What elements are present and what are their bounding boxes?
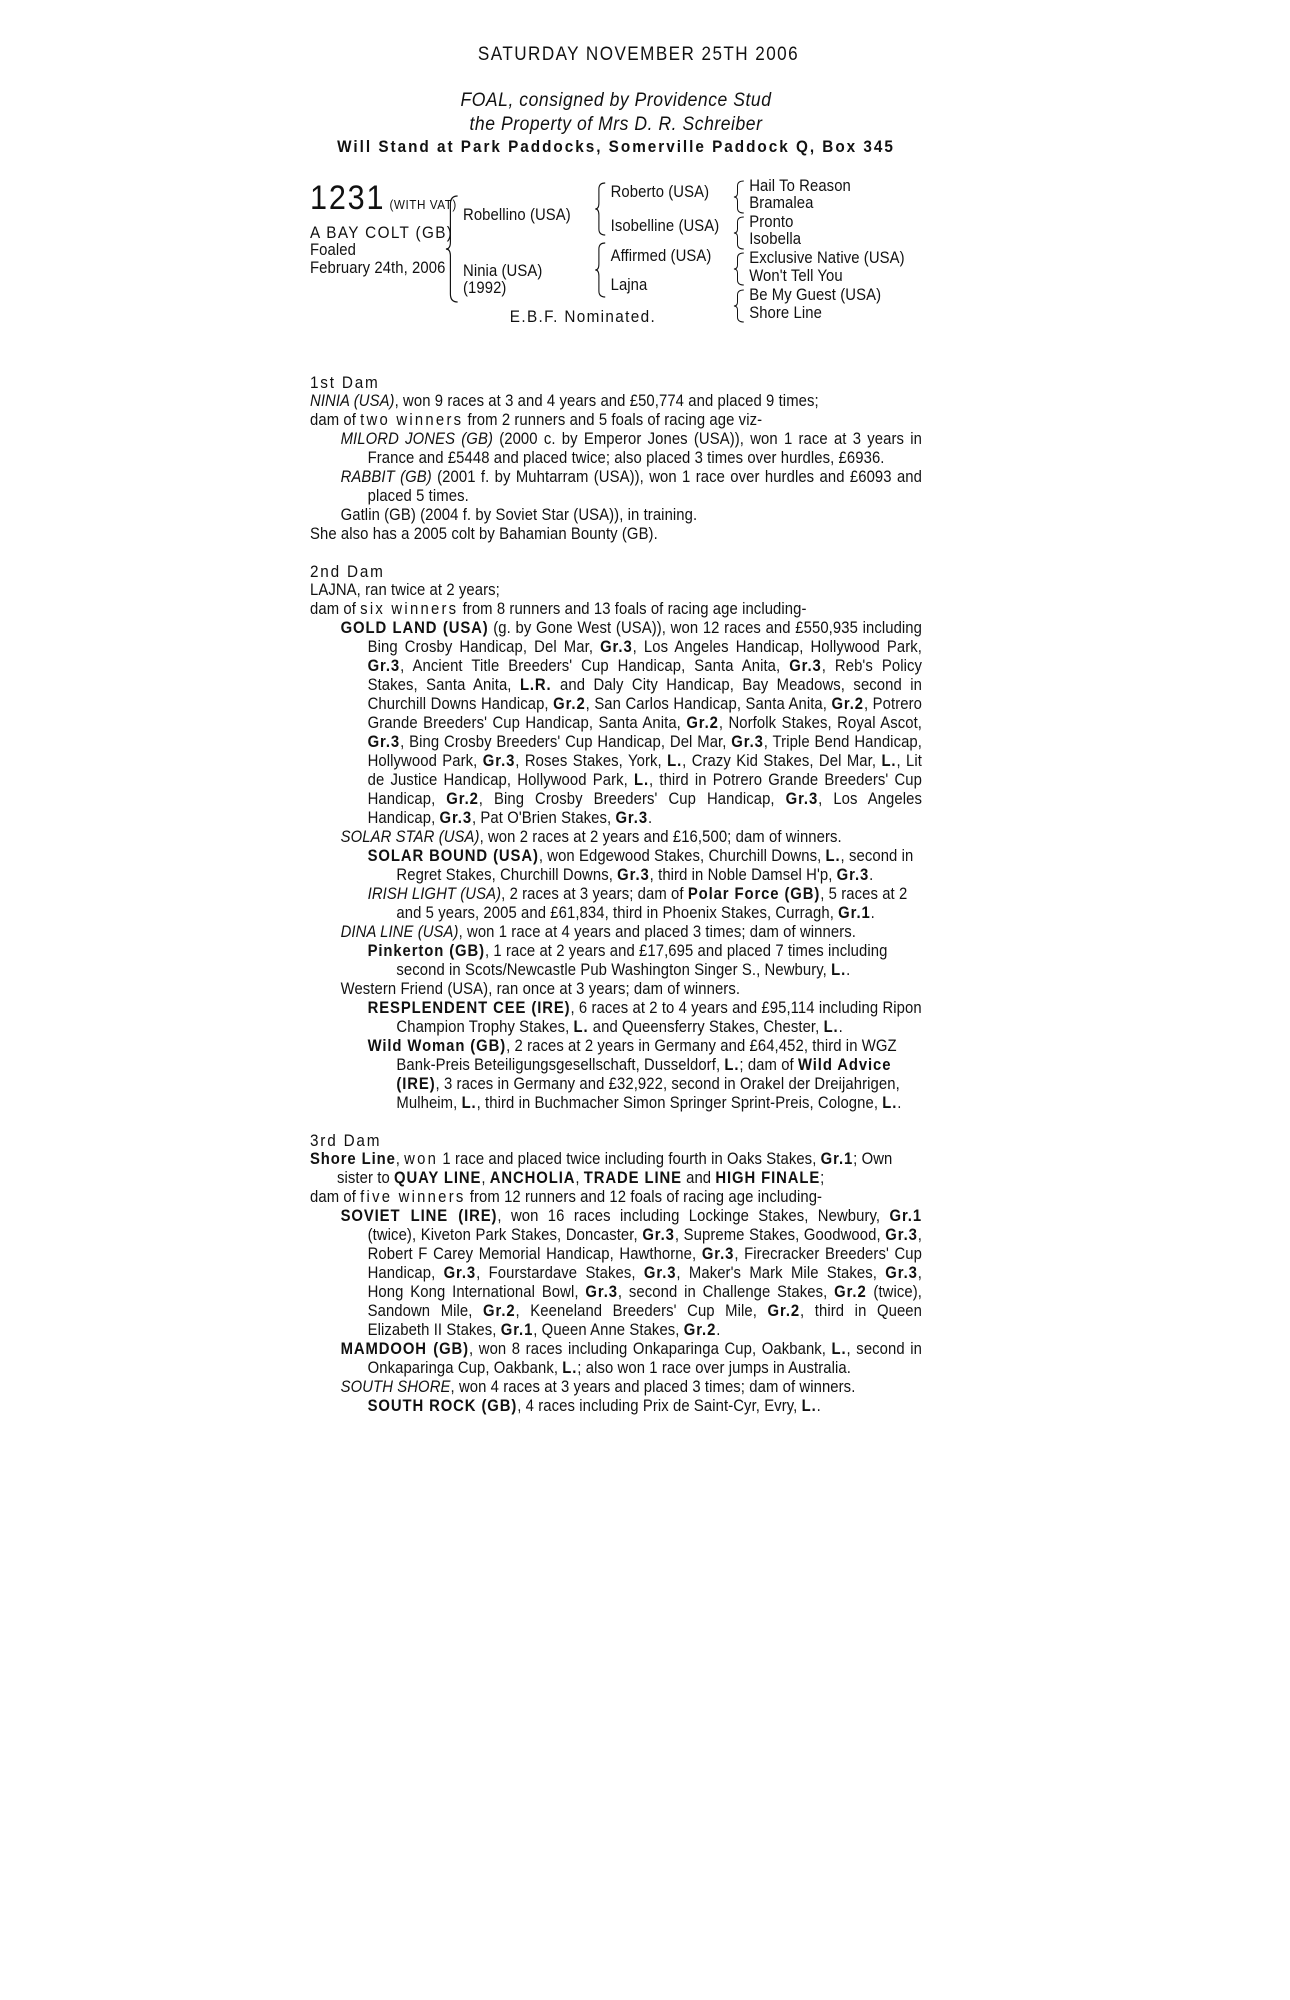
sire-dam-sire: Pronto <box>749 213 794 231</box>
ds-brace <box>733 251 746 287</box>
produce-solar-bound: SOLAR BOUND (USA), won Edgewood Stakes, Churchill Downs, L., second in Regret Stakes, Churchill Downs, Gr.3, third in Noble Damsel H'p, Gr.3. <box>367 847 914 884</box>
second-dam-record: LAJNA, ran twice at 2 years; <box>310 581 500 599</box>
sire-dam: Isobelline (USA) <box>610 217 720 235</box>
produce-wild-woman: Wild Woman (GB), 2 races at 2 years in Germany and £64,452, third in WGZ Bank-Preis Beteiligungsgesellschaft, Dusseldorf, L.; dam of Wild Advice (IRE), 3 races in Germany and £32,922, second in Orakel der Dreijahrigen, Mulheim, L., third in Buchmacher Simon Springer Sprint-Preis, Cologne, L.. <box>367 1037 902 1112</box>
lot-number-row <box>310 181 457 215</box>
produce-soviet-line: SOVIET LINE (IRE), won 16 races including Lockinge Stakes, Newbury, Gr.1 (twice), Kiveton Park Stakes, Doncaster, Gr.3, Supreme Stakes, Goodwood, Gr.3, Robert F Carey Memorial Handicap, Hawthorne, Gr.3, Firecracker Breeders' Cup Handicap, Gr.3, Fourstardave Stakes, Gr.3, Maker's Mark Mile Stakes, Gr.3, Hong Kong International Bowl, Gr.3, second in Challenge Stakes, Gr.2 (twice), Sandown Mile, Gr.2, Keeneland Breeders' Cup Mile, Gr.2, third in Queen Elizabeth II Stakes, Gr.1, Queen Anne Stakes, Gr.2. <box>340 1207 923 1339</box>
sd-brace <box>733 215 746 251</box>
second-dam-produce-summary: dam of six winners from 8 runners and 13 foals of racing age including- <box>310 600 807 618</box>
lot-description: A BAY COLT (GB) <box>310 223 454 242</box>
dam-dam-sire: Be My Guest (USA) <box>749 286 882 304</box>
first-dam-produce-summary: dam of two winners from 2 runners and 5 foals of racing age viz- <box>310 411 763 429</box>
property-line: the Property of Mrs D. R. Schreiber <box>469 113 763 135</box>
first-dam-heading: 1st Dam <box>310 373 380 392</box>
second-dam-heading: 2nd Dam <box>310 562 385 581</box>
dam-dam: Lajna <box>610 276 648 294</box>
ebf-nominated: E.B.F. Nominated. <box>509 307 657 326</box>
foaled-date: February 24th, 2006 <box>310 259 446 277</box>
first-dam-section <box>310 373 922 544</box>
dam-brace <box>594 241 607 299</box>
sire-dam-dam: Isobella <box>749 230 802 248</box>
dam: Ninia (USA) <box>463 262 543 280</box>
pedigree-table <box>310 179 922 355</box>
ss-brace <box>733 179 746 215</box>
sire: Robellino (USA) <box>463 206 571 224</box>
sire-sire: Roberto (USA) <box>610 183 710 201</box>
produce-gatlin: Gatlin (GB) (2004 f. by Soviet Star (USA)), in training. <box>340 506 698 524</box>
produce-gold-land: GOLD LAND (USA) (g. by Gone West (USA)), won 12 races and £550,935 including Bing Crosby Handicap, Del Mar, Gr.3, Los Angeles Handicap, Hollywood Park, Gr.3, Ancient Title Breeders' Cup Handicap, Santa Anita, Gr.3, Reb's Policy Stakes, Santa Anita, L.R. and Daly City Handicap, Bay Meadows, second in Churchill Downs Handicap, Gr.2, San Carlos Handicap, Santa Anita, Gr.2, Potrero Grande Breeders' Cup Handicap, Santa Anita, Gr.2, Norfolk Stakes, Royal Ascot, Gr.3, Bing Crosby Breeders' Cup Handicap, Del Mar, Gr.3, Triple Bend Handicap, Hollywood Park, Gr.3, Roses Stakes, York, L., Crazy Kid Stakes, Del Mar, L., Lit de Justice Handicap, Hollywood Park, L., third in Potrero Grande Breeders' Cup Handicap, Gr.2, Bing Crosby Breeders' Cup Handicap, Gr.3, Los Angeles Handicap, Gr.3, Pat O'Brien Stakes, Gr.3. <box>340 619 923 827</box>
dam-sire: Affirmed (USA) <box>610 247 712 265</box>
produce-pinkerton: Pinkerton (GB), 1 race at 2 years and £17,695 and placed 7 times including second in Scots/Newcastle Pub Washington Singer S., Newbury, L.. <box>367 942 888 979</box>
dd-brace <box>733 288 746 324</box>
pedigree-brace <box>445 194 459 304</box>
first-dam-record: NINIA (USA), won 9 races at 3 and 4 years and £50,774 and placed 9 times; <box>310 392 819 410</box>
produce-dina-line: DINA LINE (USA), won 1 race at 4 years and placed 3 times; dam of winners. <box>340 923 856 941</box>
dam-dam-dam: Shore Line <box>749 304 822 322</box>
consignor-line: FOAL, consigned by Providence Stud <box>460 89 772 111</box>
produce-solar-star: SOLAR STAR (USA), won 2 races at 2 years and £16,500; dam of winners. <box>340 828 842 846</box>
produce-western-friend: Western Friend (USA), ran once at 3 years; dam of winners. <box>340 980 741 998</box>
foaled-label: Foaled <box>310 241 356 259</box>
produce-south-rock: SOUTH ROCK (GB), 4 races including Prix de Saint-Cyr, Evry, L.. <box>367 1397 821 1415</box>
sire-brace <box>594 181 607 237</box>
sire-sire-sire: Hail To Reason <box>749 177 851 195</box>
third-dam-record: Shore Line, won 1 race and placed twice including fourth in Oaks Stakes, Gr.1; Own sister to QUAY LINE, ANCHOLIA, TRADE LINE and HIGH FINALE; <box>310 1150 893 1187</box>
produce-mamdooh: MAMDOOH (GB), won 8 races including Onkaparinga Cup, Oakbank, L., second in Onkaparinga Cup, Oakbank, L.; also won 1 race over jumps in Australia. <box>340 1340 922 1377</box>
catalogue-page <box>310 45 922 1416</box>
third-dam-produce-summary: dam of five winners from 12 runners and 12 foals of racing age including- <box>310 1188 823 1206</box>
lot-number: 1231 <box>310 179 386 217</box>
sale-date: SATURDAY NOVEMBER 25TH 2006 <box>477 44 800 65</box>
third-dam-section <box>310 1131 922 1416</box>
vat-note: (WITH VAT) <box>389 197 457 213</box>
produce-also: She also has a 2005 colt by Bahamian Bounty (GB). <box>310 525 658 543</box>
stand-location: Will Stand at Park Paddocks, Somerville Paddock Q, Box 345 <box>337 137 895 156</box>
dam-sire-sire: Exclusive Native (USA) <box>749 249 905 267</box>
produce-rabbit: RABBIT (GB) (2001 f. by Muhtarram (USA)), won 1 race over hurdles and £6093 and placed 5 times. <box>340 468 922 505</box>
produce-resplendent-cee: RESPLENDENT CEE (IRE), 6 races at 2 to 4 years and £95,114 including Ripon Champion Trophy Stakes, L. and Queensferry Stakes, Chester, L.. <box>367 999 922 1036</box>
produce-milord-jones: MILORD JONES (GB) (2000 c. by Emperor Jones (USA)), won 1 race at 3 years in France and £5448 and placed twice; also placed 3 times over hurdles, £6936. <box>340 430 922 467</box>
second-dam-section <box>310 562 922 1113</box>
dam-year: (1992) <box>463 279 507 297</box>
produce-irish-light: IRISH LIGHT (USA), 2 races at 3 years; dam of Polar Force (GB), 5 races at 2 and 5 years, 2005 and £61,834, third in Phoenix Stakes, Curragh, Gr.1. <box>367 885 908 922</box>
third-dam-heading: 3rd Dam <box>310 1131 382 1150</box>
sire-sire-dam: Bramalea <box>749 194 814 212</box>
dam-sire-dam: Won't Tell You <box>749 267 843 285</box>
produce-south-shore: SOUTH SHORE, won 4 races at 3 years and placed 3 times; dam of winners. <box>340 1378 856 1396</box>
